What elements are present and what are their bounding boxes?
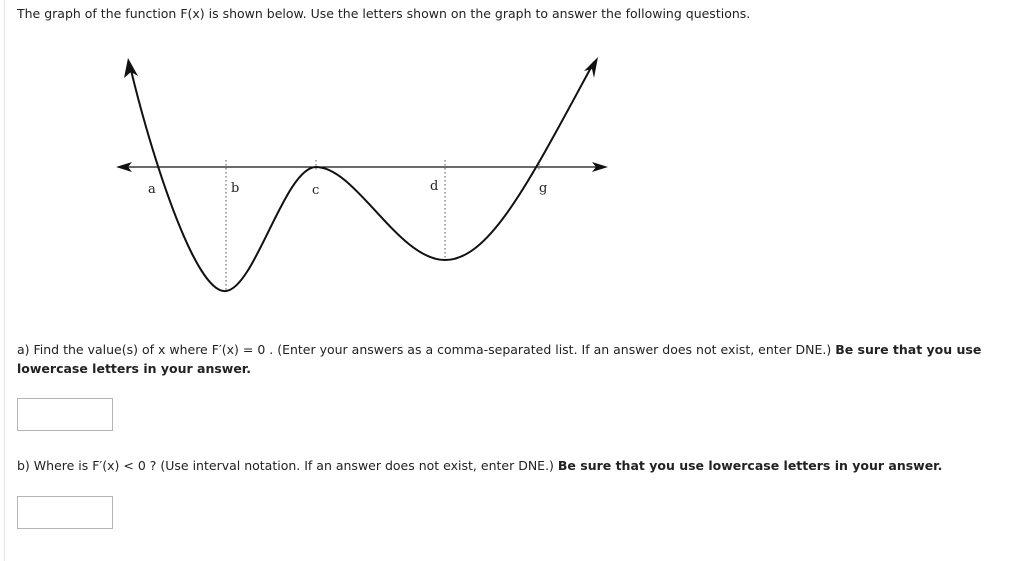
function-curve	[131, 62, 594, 291]
question-b-text: b) Where is F′(x) < 0 ? (Use interval notation. If an answer does not exist, enter DNE.)	[17, 458, 558, 473]
label-c: c	[312, 183, 320, 198]
label-b: b	[231, 181, 240, 196]
answer-a-input[interactable]	[17, 398, 113, 431]
label-a: a	[148, 182, 156, 197]
question-b-bold: Be sure that you use lowercase letters in your answer.	[557, 458, 943, 473]
label-g: g	[539, 181, 548, 196]
curve-left-arrow	[124, 58, 138, 78]
question-a-bold: Be sure that you use lowercase letters in your answer.	[17, 342, 982, 376]
question-b	[17, 456, 1007, 475]
intro-text: The graph of the function F(x) is shown below. Use the letters shown on the graph to answer the following questions.	[17, 6, 751, 21]
question-a	[17, 340, 1007, 378]
answer-b-input[interactable]	[17, 496, 113, 529]
label-d: d	[430, 179, 439, 194]
question-a-text: a) Find the value(s) of x where F′(x) = 0 . (Enter your answers as a comma-separated list. If an answer does not exist, enter DNE.)	[17, 342, 836, 357]
